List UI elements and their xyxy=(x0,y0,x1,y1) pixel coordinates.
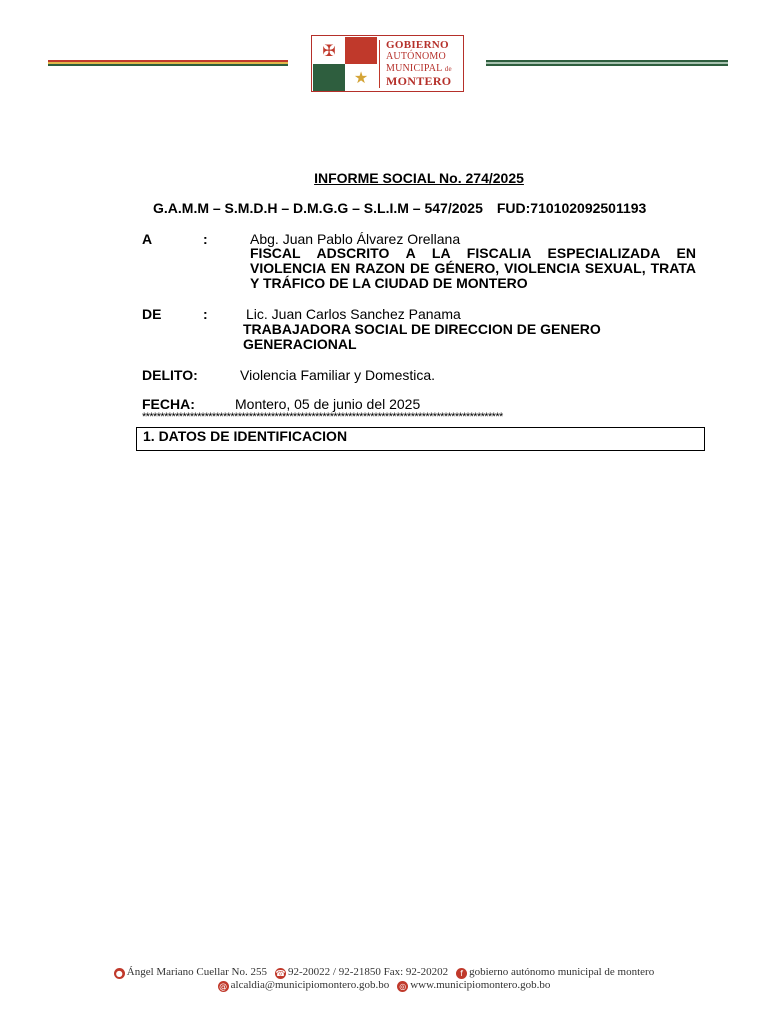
from-name: Lic. Juan Carlos Sanchez Panama xyxy=(246,306,461,322)
header-line-right xyxy=(486,60,728,68)
phone-icon: ☎ xyxy=(275,969,286,978)
section-identification-title: 1. DATOS DE IDENTIFICACION xyxy=(143,428,348,444)
footer-facebook[interactable]: gobierno autónomo municipal de montero xyxy=(469,966,655,978)
logo-text xyxy=(386,39,464,87)
from-position-line2: GENERACIONAL xyxy=(243,336,357,352)
reference-code: G.A.M.M – S.M.D.H – D.M.G.G – S.L.I.M – 547/2025 xyxy=(153,200,483,216)
footer-phones: 92-20022 / 92-21850 Fax: 92-20202 xyxy=(287,966,449,978)
fud-code: FUD:710102092501193 xyxy=(496,200,647,216)
email-icon: @ xyxy=(219,982,228,991)
footer-email[interactable]: alcaldia@municipiomontero.gob.bo xyxy=(230,979,390,991)
crime-label: DELITO: xyxy=(142,367,198,383)
asterisk-separator: ************************************************************************************************** xyxy=(142,411,503,423)
footer-contact-line2 xyxy=(0,979,768,992)
to-colon: : xyxy=(203,231,208,247)
logo-line2: AUTÓNOMO xyxy=(386,51,446,62)
logo-line4: MONTERO xyxy=(386,74,452,88)
location-pin-icon: ● xyxy=(114,968,125,979)
to-label: A xyxy=(142,231,153,247)
facebook-icon: f xyxy=(456,968,467,979)
section-identification-box xyxy=(136,427,705,451)
logo-line3: MUNICIPAL de xyxy=(386,63,452,74)
crime-value: Violencia Familiar y Domestica. xyxy=(240,367,436,383)
star-icon: ★ xyxy=(353,68,369,87)
footer-website[interactable]: www.municipiomontero.gob.bo xyxy=(410,979,551,991)
municipal-logo xyxy=(311,35,464,92)
date-value: Montero, 05 de junio del 2025 xyxy=(235,396,421,412)
document-title: INFORME SOCIAL No. 274/2025 xyxy=(314,170,524,186)
globe-icon: ◎ xyxy=(397,981,408,992)
date-label: FECHA: xyxy=(142,396,195,412)
from-position-line1: TRABAJADORA SOCIAL DE DIRECCION DE GENERO xyxy=(243,321,601,337)
footer-address: Ángel Mariano Cuellar No. 255 xyxy=(126,966,267,978)
logo-line1: GOBIERNO xyxy=(386,39,449,51)
cross-icon: ✠ xyxy=(322,41,336,60)
footer-contact-line1 xyxy=(0,966,768,979)
to-position: FISCAL ADSCRITO A LA FISCALIA ESPECIALIZADA EN VIOLENCIA EN RAZON DE GÉNERO, VIOLENCIA SEXUAL, TRATA Y TRÁFICO DE LA CIUDAD DE MONTERO xyxy=(250,245,696,291)
from-colon: : xyxy=(203,306,208,322)
header-line-left xyxy=(48,60,288,68)
reference-line xyxy=(153,200,646,216)
to-name: Abg. Juan Pablo Álvarez Orellana xyxy=(250,231,461,247)
from-label: DE xyxy=(142,306,162,322)
